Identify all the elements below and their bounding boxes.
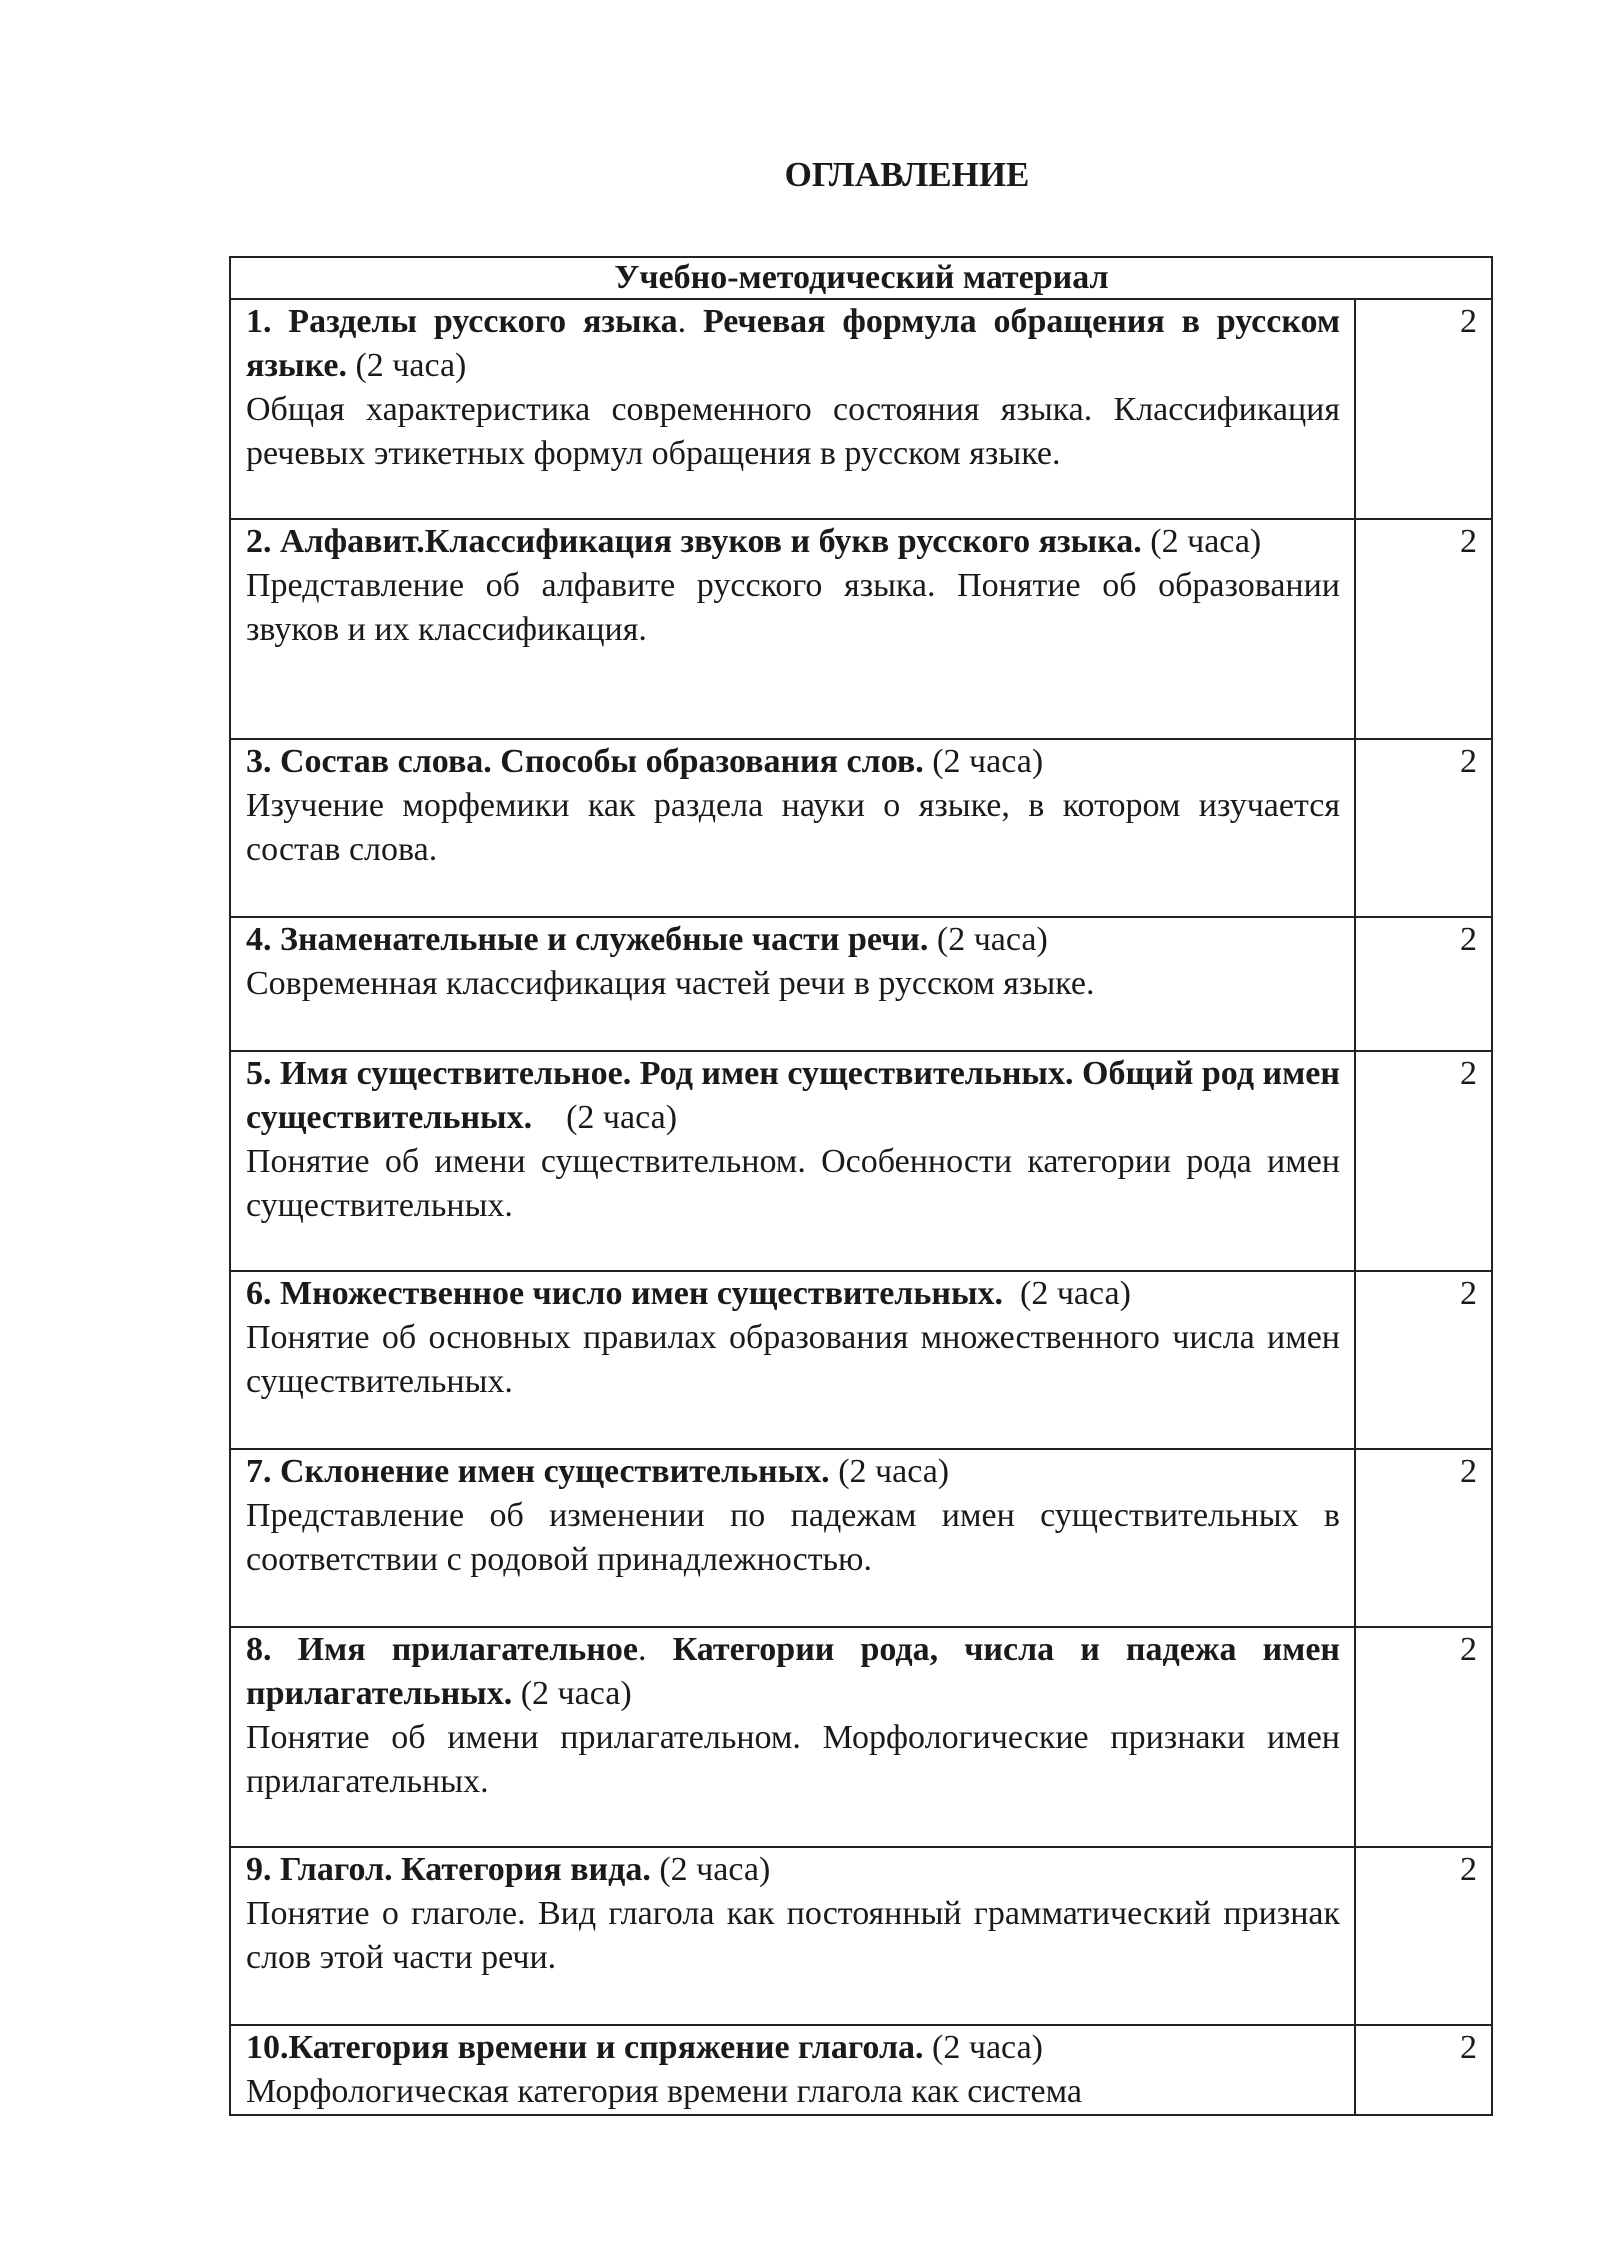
- toc-entry-title: [246, 520, 1340, 564]
- entry-hours: (2 часа): [1141, 523, 1262, 560]
- entry-title-separator: .: [677, 303, 703, 340]
- toc-table: [229, 256, 1493, 2116]
- toc-entry-description: Общая характеристика современного состояния языка. Классификация речевых этикетных формул обращения в русском языке.: [246, 391, 1340, 472]
- toc-entry-cell: [230, 1051, 1355, 1271]
- toc-entry-description: Понятие об основных правилах образования множественного числа имен существительных.: [246, 1319, 1340, 1400]
- toc-entry-title: [246, 2026, 1340, 2070]
- toc-page-number: 2: [1355, 1449, 1492, 1627]
- toc-row: [230, 1271, 1492, 1449]
- table-header-row: [230, 257, 1492, 299]
- toc-page-number: 2: [1355, 519, 1492, 739]
- toc-page-number: 2: [1355, 1051, 1492, 1271]
- page-title: ОГЛАВЛЕНИЕ: [784, 155, 1030, 194]
- toc-page-number: 2: [1355, 2025, 1492, 2115]
- toc-page-number: 2: [1355, 1271, 1492, 1449]
- entry-hours: (2 часа): [650, 1851, 771, 1888]
- toc-entry-description: Понятие о глаголе. Вид глагола как постоянный грамматический признак слов этой части речи.: [246, 1895, 1340, 1976]
- entry-title-bold-continued: Категории рода, числа и падежа имен прилагательных.: [246, 1631, 1340, 1712]
- toc-entry-description: Понятие об имени прилагательном. Морфологические признаки имен прилагательных.: [246, 1719, 1340, 1800]
- toc-row: [230, 1627, 1492, 1847]
- toc-entry-cell: [230, 1627, 1355, 1847]
- entry-hours: (2 часа): [1003, 1275, 1131, 1312]
- toc-entry-title: [246, 918, 1340, 962]
- toc-row: [230, 917, 1492, 1051]
- entry-title-bold: 7. Склонение имен существительных.: [246, 1453, 830, 1490]
- toc-entry-description: Изучение морфемики как раздела науки о языке, в котором изучается состав слова.: [246, 787, 1340, 868]
- toc-entry-cell: [230, 299, 1355, 519]
- entry-hours: (2 часа): [928, 921, 1048, 958]
- entry-title-bold: 6. Множественное число имен существительных.: [246, 1275, 1003, 1312]
- toc-entry-description: Понятие об имени существительном. Особенности категории рода имен существительных.: [246, 1143, 1340, 1224]
- toc-entry-cell: [230, 1449, 1355, 1627]
- toc-entry-description: Представление об изменении по падежам имен существительных в соответствии с родовой принадлежностью.: [246, 1497, 1340, 1578]
- toc-entry-description: Представление об алфавите русского языка. Понятие об образовании звуков и их классификация.: [246, 567, 1340, 648]
- toc-entry-cell: [230, 1847, 1355, 2025]
- entry-hours: (2 часа): [512, 1675, 632, 1712]
- entry-title-bold: 10.Категория времени и спряжение глагола.: [246, 2029, 924, 2066]
- entry-title-separator: .: [637, 1631, 673, 1668]
- toc-entry-title: [246, 300, 1340, 388]
- toc-row: [230, 299, 1492, 519]
- toc-entry-description: Современная классификация частей речи в русском языке.: [246, 965, 1095, 1002]
- entry-hours: (2 часа): [923, 2029, 1043, 2066]
- toc-entry-title: [246, 740, 1340, 784]
- toc-row: [230, 519, 1492, 739]
- toc-entry-title: [246, 1628, 1340, 1716]
- entry-title-bold: 4. Знаменательные и служебные части речи.: [246, 921, 929, 958]
- entry-hours: (2 часа): [829, 1453, 950, 1490]
- toc-row: [230, 739, 1492, 917]
- toc-entry-cell: [230, 917, 1355, 1051]
- entry-hours: (2 часа): [346, 347, 467, 384]
- toc-entry-cell: [230, 739, 1355, 917]
- toc-entry-title: [246, 1848, 1340, 1892]
- entry-title-bold: 8. Имя прилагательное: [246, 1631, 638, 1668]
- toc-entry-title: [246, 1450, 1340, 1494]
- toc-page-number: 2: [1355, 917, 1492, 1051]
- toc-row: [230, 1847, 1492, 2025]
- toc-row: [230, 2025, 1492, 2115]
- toc-page-number: 2: [1355, 739, 1492, 917]
- toc-page-number: 2: [1355, 1627, 1492, 1847]
- toc-page-number: 2: [1355, 1847, 1492, 2025]
- toc-entry-title: [246, 1272, 1340, 1316]
- table-header: Учебно-методический материал: [230, 257, 1492, 299]
- entry-hours: (2 часа): [532, 1099, 678, 1136]
- entry-title-bold: 1. Разделы русского языка: [246, 303, 678, 340]
- entry-title-bold: 3. Состав слова. Способы образования слов.: [246, 743, 924, 780]
- toc-entry-title: [246, 1052, 1340, 1140]
- entry-title-bold-continued: Речевая формула обращения в русском языке.: [246, 303, 1340, 384]
- toc-entry-cell: [230, 2025, 1355, 2115]
- toc-row: [230, 1449, 1492, 1627]
- entry-title-bold: 2. Алфавит.Классификация звуков и букв русского языка.: [246, 523, 1142, 560]
- entry-hours: (2 часа): [923, 743, 1044, 780]
- toc-entry-cell: [230, 519, 1355, 739]
- entry-title-bold: 5. Имя существительное. Род имен существительных. Общий род имен существительных.: [246, 1055, 1340, 1136]
- entry-title-bold: 9. Глагол. Категория вида.: [246, 1851, 651, 1888]
- toc-row: [230, 1051, 1492, 1271]
- toc-page-number: 2: [1355, 299, 1492, 519]
- toc-entry-cell: [230, 1271, 1355, 1449]
- toc-entry-description: Морфологическая категория времени глагола как система: [246, 2073, 1082, 2110]
